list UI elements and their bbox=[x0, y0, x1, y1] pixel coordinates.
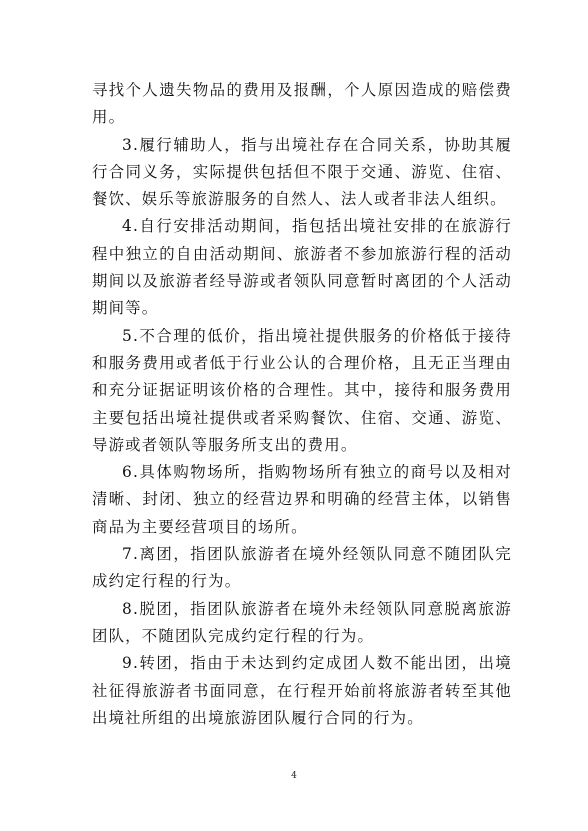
paragraph-unreasonable-low-price: 5.不合理的低价，指出境社提供服务的价格低于接待和服务费用或者低于行业公认的合理价格，且无正当理由和充分证据证明该价格的合理性。其中，接待和服务费用主要包括出境社提供或者采购餐饮、住宿、交通、游览、导游或者领队等服务所支出的费用。 bbox=[92, 326, 512, 454]
paragraph-performance-assistant: 3.履行辅助人，指与出境社存在合同关系，协助其履行合同义务，实际提供包括但不限于交通、游览、住宿、餐饮、娱乐等旅游服务的自然人、法人或者非法人组织。 bbox=[92, 135, 512, 209]
paragraph-breaking-away: 8.脱团，指团队旅游者在境外未经领队同意脱离旅游团队，不随团队完成约定行程的行为。 bbox=[92, 599, 512, 645]
paragraph-self-arranged-activity: 4.自行安排活动期间，指包括出境社安排的在旅游行程中独立的自由活动期间、旅游者不参加旅游行程的活动期间以及旅游者经导游或者领队同意暂时离团的个人活动期间等。 bbox=[92, 217, 512, 318]
paragraph-group-transfer: 9.转团，指由于未达到约定成团人数不能出团，出境社征得旅游者书面同意，在行程开始前将旅游者转至其他出境社所组的出境旅游团队履行合同的行为。 bbox=[92, 654, 512, 727]
paragraph-continuation: 寻找个人遗失物品的费用及报酬，个人原因造成的赔偿费用。 bbox=[92, 81, 512, 127]
document-body bbox=[92, 77, 512, 732]
page-number: 4 bbox=[291, 771, 297, 781]
paragraph-leaving-group: 7.离团，指团队旅游者在境外经领队同意不随团队完成约定行程的行为。 bbox=[92, 545, 512, 591]
paragraph-specific-shopping-place: 6.具体购物场所，指购物场所有独立的商号以及相对清晰、封闭、独立的经营边界和明确的经营主体，以销售商品为主要经营项目的场所。 bbox=[92, 463, 512, 536]
